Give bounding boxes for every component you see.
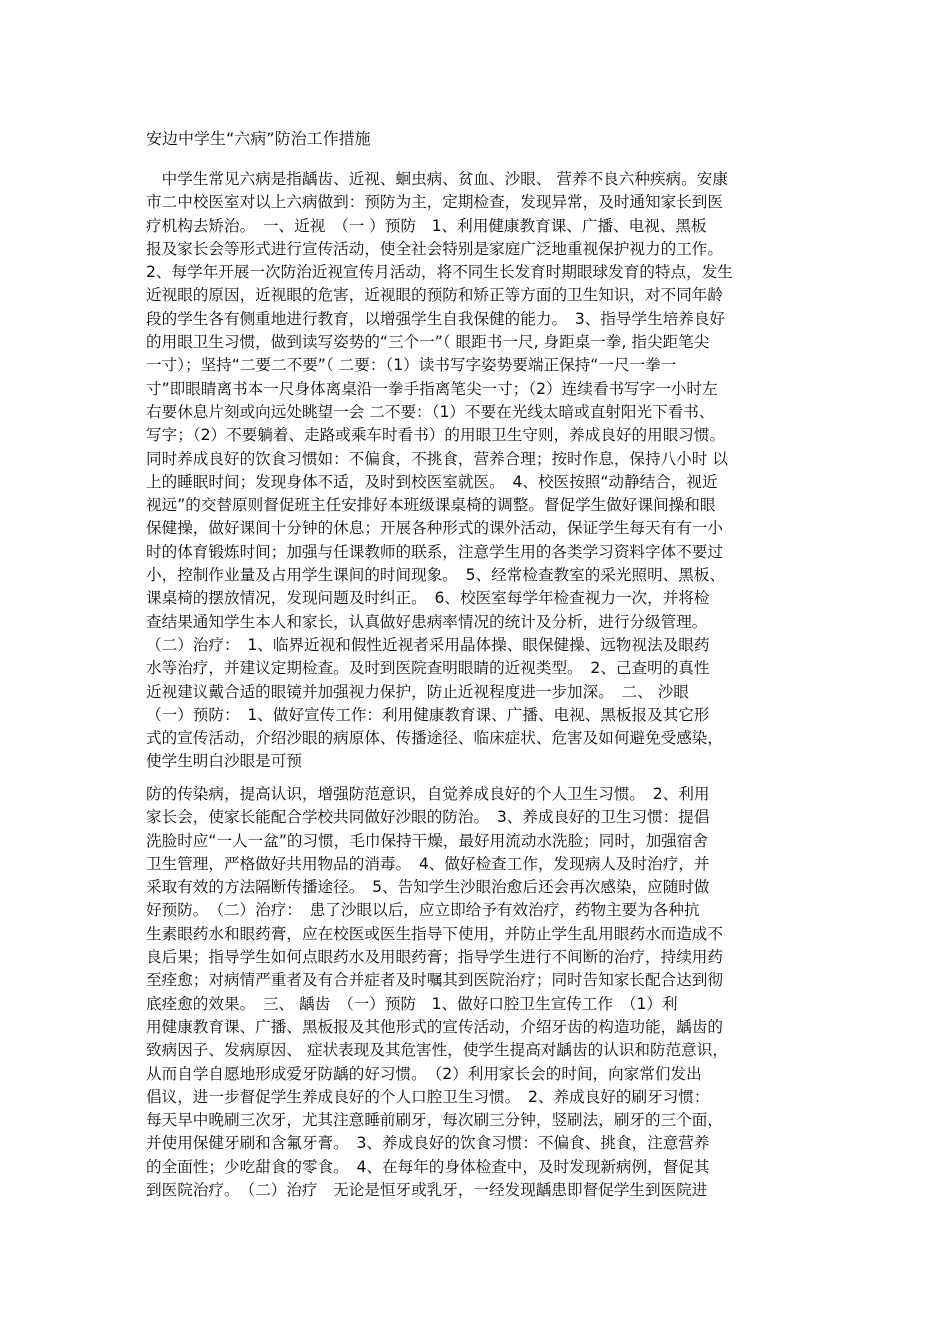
body-line: 并使用保健牙刷和含氟牙膏。 3、养成良好的饮食习惯：不偏食、挑食，注意营养	[146, 1134, 710, 1153]
body-line: （二）治疗： 1、临界近视和假性近视者采用晶体操、眼保健操、远物视法及眼药	[146, 635, 710, 654]
body-line: 生素眼药水和眼药膏，应在校医或医生指导下使用，并防止学生乱用眼药水而造成不	[146, 924, 723, 943]
body-line: 课桌椅的摆放情况，发现问题及时纠正。 6、校医室每学年检查视力一次，并将检	[146, 589, 710, 608]
body-line: 中学生常见六病是指龋齿、近视、蛔虫病、贫血、沙眼、 营养不良六种疾病。安康	[146, 170, 728, 188]
body-line: 每天早中晚刷三次牙，尤其注意睡前刷牙，每次刷三分钟，竖刷法，刷牙的三个面，	[146, 1111, 723, 1130]
body-line: 至痊愈；对病情严重者及有合并症者及时嘱其到医院治疗；同时告知家长配合达到彻	[146, 971, 723, 990]
body-line: 好预防。 （二）治疗： 患了沙眼以后，应立即给予有效治疗，药物主要为各种抗	[146, 901, 700, 920]
body-line: 写字；（2）不要躺着、走路或乘车时看书）的用眼卫生守则，养成良好的用眼习惯。	[146, 426, 726, 445]
body-line: 的全面性；少吃甜食的零食。 4、在每年的身体检查中，及时发现新病例，督促其	[146, 1157, 710, 1176]
body-line: 段的学生各有侧重地进行教育，以增强学生自我保健的能力。 3、指导学生培养良好	[146, 309, 726, 328]
body-part-2	[146, 783, 806, 1202]
body-line: 致病因子、发病原因、 症状表现及其危害性，使学生提高对龋齿的认识和防范意识，	[146, 1041, 728, 1060]
body-line: 小，控制作业量及占用学生课间的时间现象。 5、经常检查教室的采光照明、黑板、	[146, 566, 726, 585]
body-line: 倡议，进一步督促学生养成良好的个人口腔卫生习惯。 2、养成良好的刷牙习惯：	[146, 1087, 710, 1106]
body-line: 洗脸时应“一人一盆”的习惯，毛巾保持干燥，最好用流动水洗脸；同时，加强宿舍	[146, 831, 708, 850]
document-title: 安边中学生“六病”防治工作措施	[146, 129, 371, 148]
body-line: 良后果；指导学生如何点眼药水及用眼药膏；指导学生进行不间断的治疗，持续用药	[146, 948, 723, 967]
body-line: 近视眼的原因，近视眼的危害，近视眼的预防和矫正等方面的卫生知识，对不同年龄	[146, 286, 723, 305]
body-line: 的用眼卫生习惯，做到读写姿势的“三个一”（ 眼距书一尺, 身距桌一拳, 指尖距笔尖	[146, 333, 710, 352]
body-line: 防的传染病，提高认识，增强防范意识，自觉养成良好的个人卫生习惯。 2、利用	[146, 785, 710, 803]
body-line: 查结果通知学生本人和家长，认真做好患病率情况的统计及分析，进行分级管理。	[146, 612, 708, 631]
body-line: 2、每学年开展一次防治近视宣传月活动，将不同生长发育时期眼球发育的特点，发生	[146, 263, 733, 282]
body-line: 卫生管理，严格做好共用物品的消毒。 4、做好检查工作，发现病人及时治疗，并	[146, 854, 710, 873]
body-line: 疗机构去矫治。 一、近视 （一 ）预防 1、利用健康教育课、广播、电视、黑板	[146, 216, 707, 235]
body-line: 式的宣传活动，介绍沙眼的病原体、传播途径、临床症状、危害及如何避免受感染，	[146, 729, 723, 748]
body-line: 时的体育锻炼时间；加强与任课教师的联系，注意学生用的各类学习资料字体不要过	[146, 542, 723, 561]
body-line: 水等治疗，并建议定期检查。及时到医院查明眼睛的近视类型。 2、己查明的真性	[146, 659, 710, 678]
body-line: 从而自学自愿地形成爱牙防龋的好习惯。 （2）利用家长会的时间，向家常们发出	[146, 1064, 702, 1083]
body-line: 使学生明白沙眼是可预	[146, 752, 302, 771]
body-line: 右要休息片刻或向远处眺望一会 二不要：（1）不要在光线太暗或直射阳光下看书、	[146, 402, 715, 421]
body-line: 报及家长会等形式进行宣传活动，使全社会特别是家庭广泛地重视保护视力的工作。	[146, 239, 723, 258]
body-line: 保健操，做好课间十分钟的休息；开展各种形式的课外活动，保证学生每天有有一小	[146, 519, 723, 538]
body-line: 底痊愈的效果。 三、 龋齿 （一）预防 1、做好口腔卫生宣传工作 （1）利	[146, 994, 678, 1013]
body-line: 家长会，使家长能配合学校共同做好沙眼的防治。 3、养成良好的卫生习惯：提倡	[146, 808, 710, 827]
body-line: （一）预防： 1、做好宣传工作：利用健康教育课、广播、电视、黑板报及其它形	[146, 705, 710, 724]
body-line: 市二中校医室对以上六病做到：预防为主，定期检查，发现异常，及时通知家长到医	[146, 193, 723, 212]
body-line: 同时养成良好的饮食习惯如：不偏食，不挑食，营养合理；按时作息，保持八小时 以	[146, 449, 728, 468]
body-line: 用健康教育课、广播、黑板报及其他形式的宣传活动，介绍牙齿的构造功能，龋齿的	[146, 1017, 723, 1036]
body-line: 视远”的交替原则督促班主任安排好本班级课桌椅的调整。督促学生做好课间操和眼	[146, 496, 716, 515]
body-line: 近视建议戴合适的眼镜并加强视力保护，防止近视程度进一步加深。 二、 沙眼	[146, 682, 689, 701]
body-part-1	[146, 168, 806, 774]
body-line: 采取有效的方法隔断传播途径。 5、告知学生沙眼治愈后还会再次感染，应随时做	[146, 878, 710, 897]
body-line: 一寸）；坚持“二要二不要”（ 二要：（1）读书写字姿势要端正保持“一尺一拳一	[146, 356, 677, 375]
body-line: 寸”即眼睛离书本一尺身体离桌沿一拳手指离笔尖一寸；（2）连续看书写字一小时左	[146, 379, 718, 398]
body-line: 到医院治疗。 （二）治疗 无论是恒牙或乳牙，一经发现龋患即督促学生到医院进	[146, 1181, 708, 1200]
body-line: 上的睡眠时间；发现身体不适，及时到校医室就医。 4、校医按照“动静结合，视近	[146, 472, 718, 491]
